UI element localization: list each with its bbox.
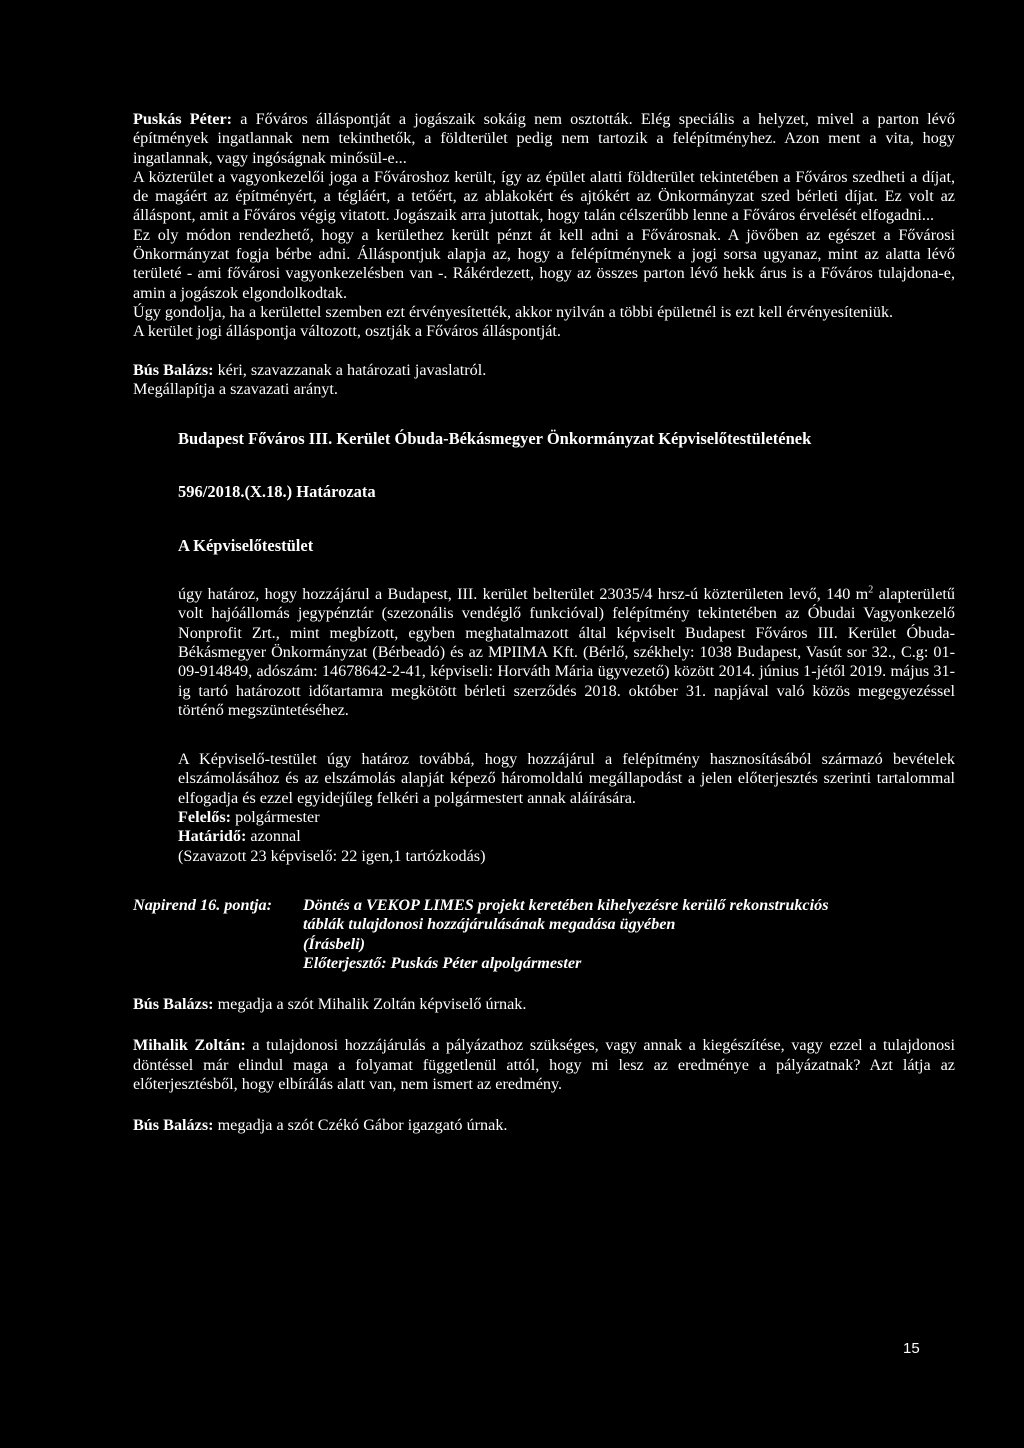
- speaker-name: Mihalik Zoltán:: [133, 1036, 246, 1055]
- paragraph: Ez oly módon rendezhető, hogy a kerülethez került pénzt át kell adni a Fővárosnak. A jövőben az egészet a Fővárosi Önkormányzat fogja bérbe adni. Álláspontjuk alapja az, hogy a felépítménynek a jogi sorsa ugyanaz, mint az alatta lévő területé - ami fővárosi vagyonkezelésben van -. Rákérdezett, hogy az összes parton lévő hekk árus is a Főváros tulajdona-e, amin a jogászok elgondolkodtak.: [133, 225, 955, 302]
- paragraph: [133, 995, 955, 1014]
- agenda-presenter: Előterjesztő: Puskás Péter alpolgármester: [303, 953, 582, 972]
- paragraph: [133, 1036, 955, 1094]
- responsible-value: polgármester: [231, 808, 320, 827]
- resolution-text: úgy határoz, hogy hozzájárul a Budapest, III. kerület belterület 23035/4 hrsz-ú közterületen levő, 140 m: [178, 585, 869, 604]
- vote-result: (Szavazott 23 képviselő: 22 igen,1 tartózkodás): [178, 846, 486, 865]
- agenda-title-line: Döntés a VEKOP LIMES projekt keretében kihelyezésre kerülő rekonstrukciós: [303, 895, 829, 914]
- resolution-body-name: A Képviselőtestület: [178, 535, 314, 555]
- paragraph: A kerület jogi álláspontja változott, osztják a Főváros álláspontját.: [133, 322, 561, 341]
- paragraph: [133, 110, 955, 168]
- agenda-title-line: táblák tulajdonosi hozzájárulásának megadása ügyében: [303, 915, 676, 934]
- agenda-item: [133, 896, 955, 973]
- speaker-name: Bús Balázs:: [133, 995, 214, 1014]
- paragraph: [133, 1116, 955, 1135]
- page-number: 15: [903, 1340, 920, 1357]
- speaker-name: Bús Balázs:: [133, 360, 214, 379]
- paragraph-text: a tulajdonosi hozzájárulás a pályázathoz szükséges, vagy annak a kiegészítése, vagy ezzel a tulajdonosi döntéssel már elindul maga a folyamat függetlenül attól, hogy mi lesz az eredménye a pályázatnak? Azt látja az előterjesztésből, hogy elbírálás alatt van, nem ismert az eredmény.: [133, 1036, 955, 1093]
- paragraph: Megállapítja a szavazati arányt.: [133, 379, 338, 398]
- paragraph-text: megadja a szót Mihalik Zoltán képviselő úrnak.: [213, 995, 527, 1014]
- paragraph-text: kéri, szavazzanak a határozati javaslatról.: [213, 360, 487, 379]
- paragraph: Úgy gondolja, ha a kerülettel szemben ezt érvényesítették, akkor nyilván a többi épületnél is ezt kell érvényesíteniük.: [133, 302, 894, 321]
- responsible: [178, 808, 955, 827]
- document-body: [133, 110, 955, 1136]
- resolution-title: Budapest Főváros III. Kerület Óbuda-Békásmegyer Önkormányzat Képviselőtestületének: [178, 429, 812, 449]
- deadline-value: azonnal: [246, 827, 301, 846]
- agenda-label: Napirend 16. pontja:: [133, 895, 272, 914]
- agenda-type: (Írásbeli): [303, 934, 366, 953]
- deadline-label: Határidő:: [178, 827, 247, 846]
- paragraph: [133, 361, 955, 380]
- resolution-paragraph: A Képviselő-testület úgy határoz továbbá, hogy hozzájárul a felépítmény hasznosításából származó bevételek elszámolásához és az elszámolás alapját képező háromoldalú megállapodást a jelen előterjesztés szerinti tartalommal elfogadja és ezzel egyidejűleg felkéri a polgármestert annak aláírására.: [178, 750, 955, 807]
- speaker-name: Puskás Péter:: [133, 110, 233, 128]
- deadline: [178, 827, 955, 846]
- responsible-label: Felelős:: [178, 808, 232, 827]
- superscript: 2: [868, 584, 874, 596]
- resolution-number: 596/2018.(X.18.) Határozata: [178, 482, 376, 502]
- resolution-paragraph: [178, 585, 955, 720]
- paragraph: A közterület a vagyonkezelői joga a Fővároshoz került, így az épület alatti földterület tekintetében a Főváros szedheti a díjat, de magáért az építményért, a tégláért, a tetőért, az ablakokért és ajtókért az Önkormányzat szed bérleti díjat. Ez volt az álláspont, amit a Főváros végig vitatott. Jogászaik arra jutottak, hogy talán célszerűbb lenne a Főváros érvelését elfogadni...: [133, 167, 955, 225]
- resolution-text: alapterületű volt hajóállomás jegypénztár (szezonális vendéglő funkcióval) felépítmény tekintetében az Óbudai Vagyonkezelő Nonprofit Zrt., mint megbízott, egyben meghatalmazott által képviselt Budapest Főváros III. Kerület Óbuda-Békásmegyer Önkormányzat (Bérbeadó) és az MPIIMA Kft. (Bérlő, székhely: 1038 Budapest, Vasút sor 32., C.g: 01-09-914849, adószám: 14678642-2-41, képviseli: Horváth Mária ügyvezető) között 2014. június 1-jétől 2019. május 31-ig tartó határozott időtartamra megkötött bérleti szerződés 2018. október 31. napjával való közös megegyezéssel történő megszüntetéséhez.: [178, 585, 956, 719]
- paragraph-text: megadja a szót Czékó Gábor igazgató úrnak.: [213, 1116, 508, 1135]
- paragraph-text: a Főváros álláspontját a jogászaik sokáig nem osztották. Elég speciális a helyzet, mivel a parton lévő építmények ingatlannak nem tekinthetők, a földterület pedig nem tartozik a felépítményhez. Azon ment a vita, hogy ingatlannak, vagy ingóságnak minősül-e...: [133, 110, 955, 167]
- speaker-name: Bús Balázs:: [133, 1116, 214, 1135]
